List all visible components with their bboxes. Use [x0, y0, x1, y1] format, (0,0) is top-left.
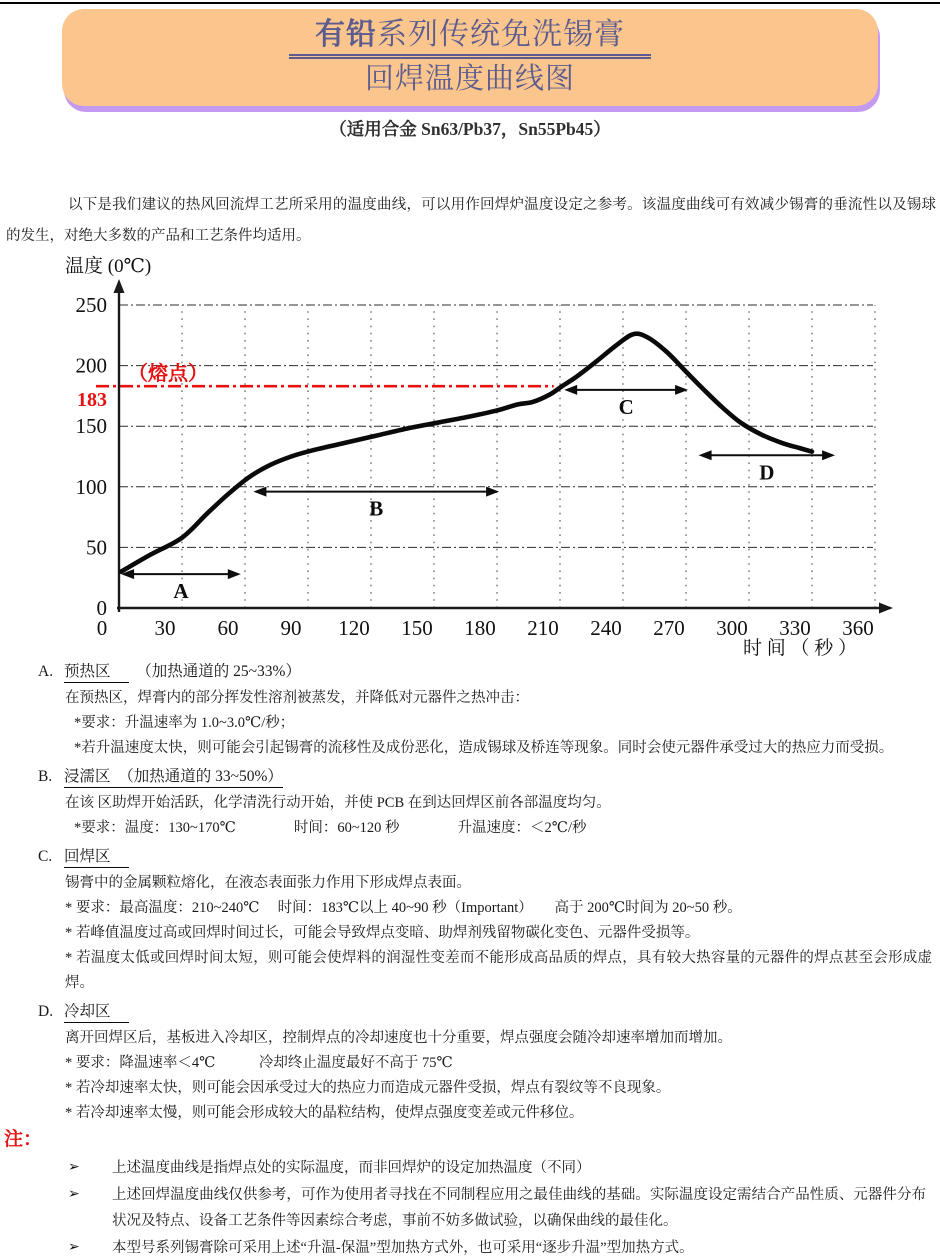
section-line: * 若冷却速率太慢，则可能会形成较大的晶粒结构，使焊点强度变差或元件移位。	[65, 1105, 584, 1121]
section-line: 离开回焊区后，基板进入冷却区，控制焊点的冷却速度也十分重要，焊点强度会随冷却速率增加而增加。	[65, 1030, 732, 1046]
note-text: 上述回焊温度曲线仅供参考，可作为使用者寻找在不同制程应用之最佳曲线的基础。实际温度设定需结合产品性质、元器件分布状况及特点、设备工艺条件等因素综合考虑，事前不妨多做试验，以确保曲线的最佳化。	[112, 1186, 926, 1229]
notes-label: 注：	[4, 1129, 43, 1150]
note-text: 上述温度曲线是指焊点处的实际温度，而非回焊炉的设定加热温度（不同）	[112, 1160, 591, 1176]
y-axis-arrow	[114, 279, 125, 293]
page-title-line2: 回焊温度曲线图	[364, 63, 575, 96]
section-letter: A.	[38, 663, 54, 680]
x-axis-arrow	[879, 603, 893, 614]
arrow-bullet-icon: ➢	[68, 1186, 80, 1202]
y-axis-title: 温度 (0℃)	[65, 256, 152, 277]
zone-label-B: B	[369, 496, 384, 521]
section-line: * 要求：降温速率＜4℃ 冷却终止温度最好不高于 75℃	[65, 1055, 453, 1071]
section-line: * 要求：最高温度：210~240℃ 时间：183℃以上 40~90 秒（Important） 高于 200℃时间为 20~50 秒。	[65, 900, 742, 916]
section-title: 浸濡区 （加热通道的 33~50%）	[64, 768, 283, 788]
x-tick-label: 300	[716, 616, 748, 640]
arrow-bullet-icon: ➢	[68, 1160, 80, 1175]
arrow-left-icon	[699, 450, 712, 460]
x-tick-label: 150	[401, 616, 433, 640]
y-tick-label: 100	[75, 474, 107, 499]
section-line: * 若峰值温度过高或回焊时间过长，可能会导致焊点变暗、助焊剂残留物碳化变色、元器件受损等。	[65, 925, 700, 941]
section-heading	[38, 999, 940, 1021]
title-rest-part: 系列传统免洗锡膏	[377, 17, 625, 51]
y-tick-label: 0	[96, 596, 107, 620]
section-b	[0, 764, 940, 841]
section-line: * 若温度太低或回焊时间太短，则可能会使焊料的润湿性变差而不能形成高品质的焊点，具有较大热容量的元器件的焊点甚至会形成虚焊。	[65, 950, 932, 991]
zone-label-A: A	[173, 579, 189, 604]
x-tick-label: 210	[527, 616, 559, 640]
x-tick-label: 270	[653, 616, 685, 640]
note-text: 本型号系列锡膏除可采用上述“升温-保温”型加热方式外，也可采用“逐步升温”型加热方式。	[112, 1239, 694, 1256]
x-tick-label: 360	[842, 616, 874, 640]
x-tick-label: 120	[338, 616, 370, 640]
arrow-right-icon	[675, 385, 688, 395]
notes-block	[0, 1124, 940, 1260]
section-line: * 若冷却速率太快，则可能会因承受过大的热应力而造成元器件受损，焊点有裂纹等不良现象。	[65, 1080, 671, 1096]
arrow-right-icon	[228, 569, 241, 579]
x-tick-label: 180	[464, 616, 496, 640]
arrow-right-icon	[486, 487, 499, 497]
section-heading	[38, 844, 940, 866]
section-heading	[38, 764, 940, 786]
x-tick-label: 240	[590, 616, 622, 640]
header-box	[62, 9, 878, 106]
arrow-bullet-icon: ➢	[68, 1239, 80, 1255]
note-item	[0, 1182, 940, 1235]
y-tick-label: 150	[75, 414, 107, 439]
section-heading	[38, 659, 940, 681]
x-tick-label: 60	[217, 616, 239, 640]
alloy-subtitle: （适用合金 Sn63/Pb37，Sn55Pb45）	[329, 119, 611, 139]
arrow-right-icon	[822, 450, 835, 460]
note-item	[0, 1155, 940, 1182]
section-letter: B.	[38, 768, 53, 785]
section-line: *若升温速度太快，则可能会引起锡膏的流移性及成份恶化，造成锡球及桥连等现象。同时会使元器件承受过大的热应力而受损。	[74, 740, 894, 756]
x-tick-label: 90	[280, 616, 302, 640]
section-d	[0, 999, 940, 1126]
section-title: 回焊区	[64, 848, 129, 868]
arrow-left-icon	[564, 385, 577, 395]
y-tick-label: 50	[86, 535, 107, 560]
section-c	[0, 844, 940, 996]
melting-point-value: 183	[77, 389, 107, 412]
reflow-temperature-chart	[0, 250, 940, 662]
section-letter: D.	[38, 1003, 54, 1020]
section-title: 冷却区	[64, 1003, 129, 1023]
section-line: *要求：温度：130~170℃ 时间：60~120 秒 升温速度：＜2℃/秒	[74, 820, 587, 836]
top-border-rule	[0, 2, 940, 4]
page-title-line1	[289, 16, 651, 60]
section-line: 锡膏中的金属颗粒熔化，在液态表面张力作用下形成焊点表面。	[65, 875, 471, 891]
x-tick-label: 330	[779, 616, 811, 640]
x-tick-label: 30	[154, 616, 176, 640]
x-axis-title: 时 间 （ 秒 ）	[742, 638, 858, 659]
section-line: 在预热区，焊膏内的部分挥发性溶剂被蒸发，并降低对元器件之热冲击：	[65, 690, 529, 706]
section-letter: C.	[38, 848, 53, 865]
section-line: *要求：升温速率为 1.0~3.0℃/秒；	[74, 715, 295, 731]
zone-label-D: D	[759, 460, 775, 485]
melting-point-label: （熔点）	[128, 363, 208, 386]
y-tick-label: 250	[75, 293, 107, 317]
section-line: 在该 区助焊开始活跃，化学清洗行动开始，并使 PCB 在到达回焊区前各部温度均匀。	[65, 795, 611, 811]
y-tick-label: 200	[75, 353, 107, 378]
chart-svg	[0, 250, 940, 662]
zone-label-C: C	[618, 394, 634, 419]
zone-description-sections	[0, 656, 940, 1128]
title-bold-part: 有铅	[315, 17, 377, 51]
section-note: （加热通道的 25~33%）	[128, 663, 301, 680]
intro-paragraph: 以下是我们建议的热风回流焊工艺所采用的温度曲线，可以用作回焊炉温度设定之参考。该温度曲线可有效减少锡膏的垂流性以及锡球的发生，对绝大多数的产品和工艺条件均适用。	[6, 197, 936, 245]
note-item	[0, 1235, 940, 1260]
x-tick-label: 0	[96, 616, 108, 640]
section-title: 预热区	[64, 663, 129, 683]
section-a	[0, 659, 940, 761]
arrow-left-icon	[253, 487, 266, 497]
